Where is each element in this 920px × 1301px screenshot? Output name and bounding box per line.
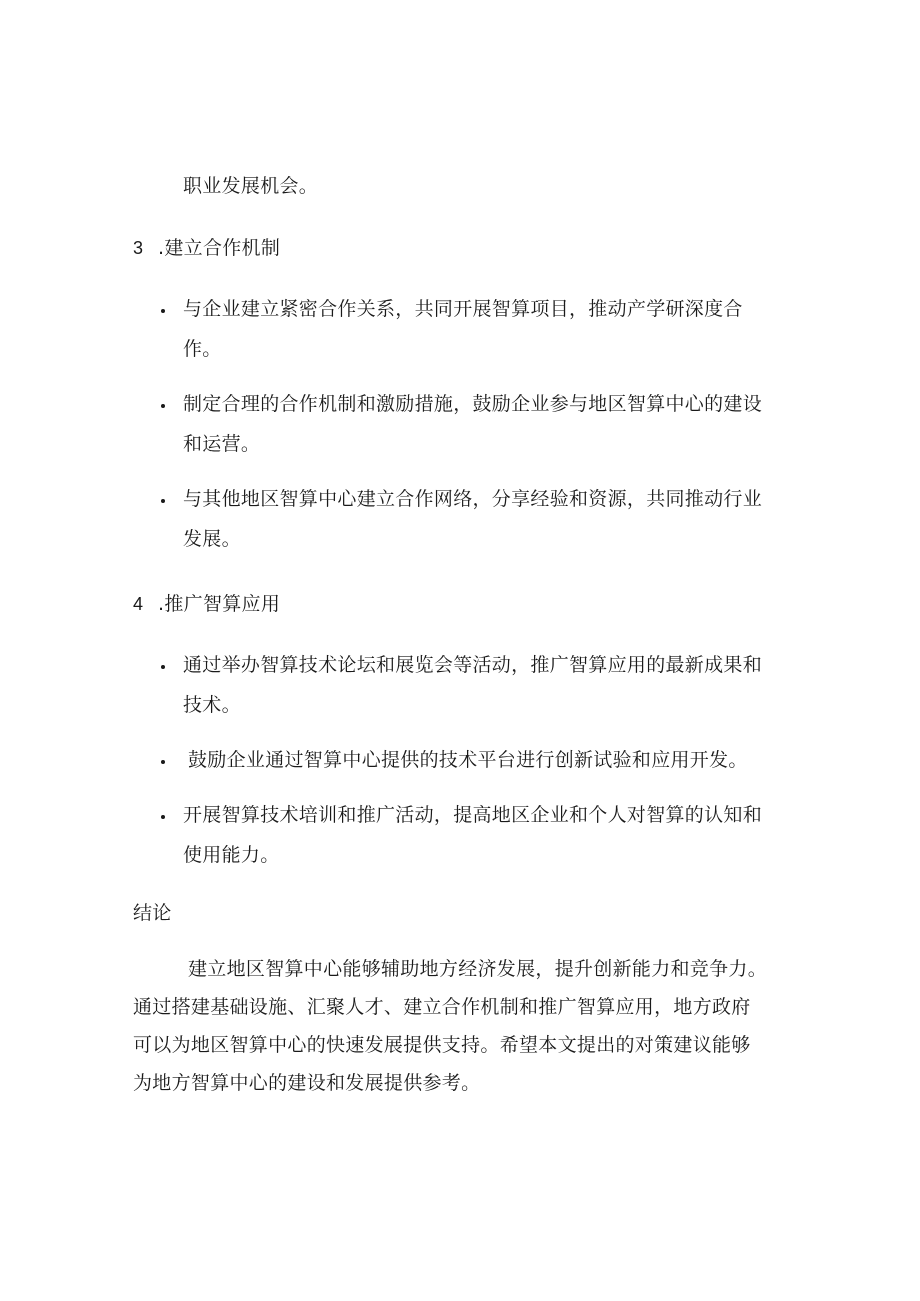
- bullet-icon: [161, 760, 165, 764]
- paragraph-line: 可以为地区智算中心的快速发展提供支持。希望本文提出的对策建议能够: [133, 1034, 751, 1056]
- bullet-icon: [161, 665, 165, 669]
- bullet-icon: [161, 309, 165, 313]
- list-item-line: 通过举办智算技术论坛和展览会等活动，推广智算应用的最新成果和: [183, 654, 763, 676]
- section-4-title: .推广智算应用: [158, 593, 281, 615]
- bullet-icon: [161, 404, 165, 408]
- bullet-icon: [161, 499, 165, 503]
- list-item-line: 技术。: [183, 694, 241, 716]
- conclusion-heading: 结论: [133, 902, 172, 924]
- list-item-line: 鼓励企业通过智算中心提供的技术平台进行创新试验和应用开发。: [188, 749, 748, 771]
- continuation-text: 职业发展机会。: [183, 175, 319, 197]
- bullet-icon: [161, 815, 165, 819]
- list-item-line: 使用能力。: [183, 844, 280, 866]
- list-item-line: 与其他地区智算中心建立合作网络，分享经验和资源，共同推动行业: [183, 488, 763, 510]
- list-item-line: 开展智算技术培训和推广活动，提高地区企业和个人对智算的认知和: [183, 804, 763, 826]
- list-item-line: 制定合理的合作机制和激励措施，鼓励企业参与地区智算中心的建设: [183, 393, 763, 415]
- list-item-line: 与企业建立紧密合作关系，共同开展智算项目，推动产学研深度合: [183, 298, 743, 320]
- paragraph-line: 建立地区智算中心能够辅助地方经济发展，提升创新能力和竞争力。: [188, 958, 768, 980]
- list-item-line: 作。: [183, 338, 222, 360]
- section-4-number: 4: [133, 594, 144, 614]
- paragraph-line: 通过搭建基础设施、汇聚人才、建立合作机制和推广智算应用，地方政府: [133, 996, 751, 1018]
- paragraph-line: 为地方智算中心的建设和发展提供参考。: [133, 1072, 481, 1094]
- list-item-line: 发展。: [183, 528, 241, 550]
- section-3-title: .建立合作机制: [158, 237, 281, 259]
- list-item-line: 和运营。: [183, 433, 261, 455]
- section-3-number: 3: [133, 238, 144, 258]
